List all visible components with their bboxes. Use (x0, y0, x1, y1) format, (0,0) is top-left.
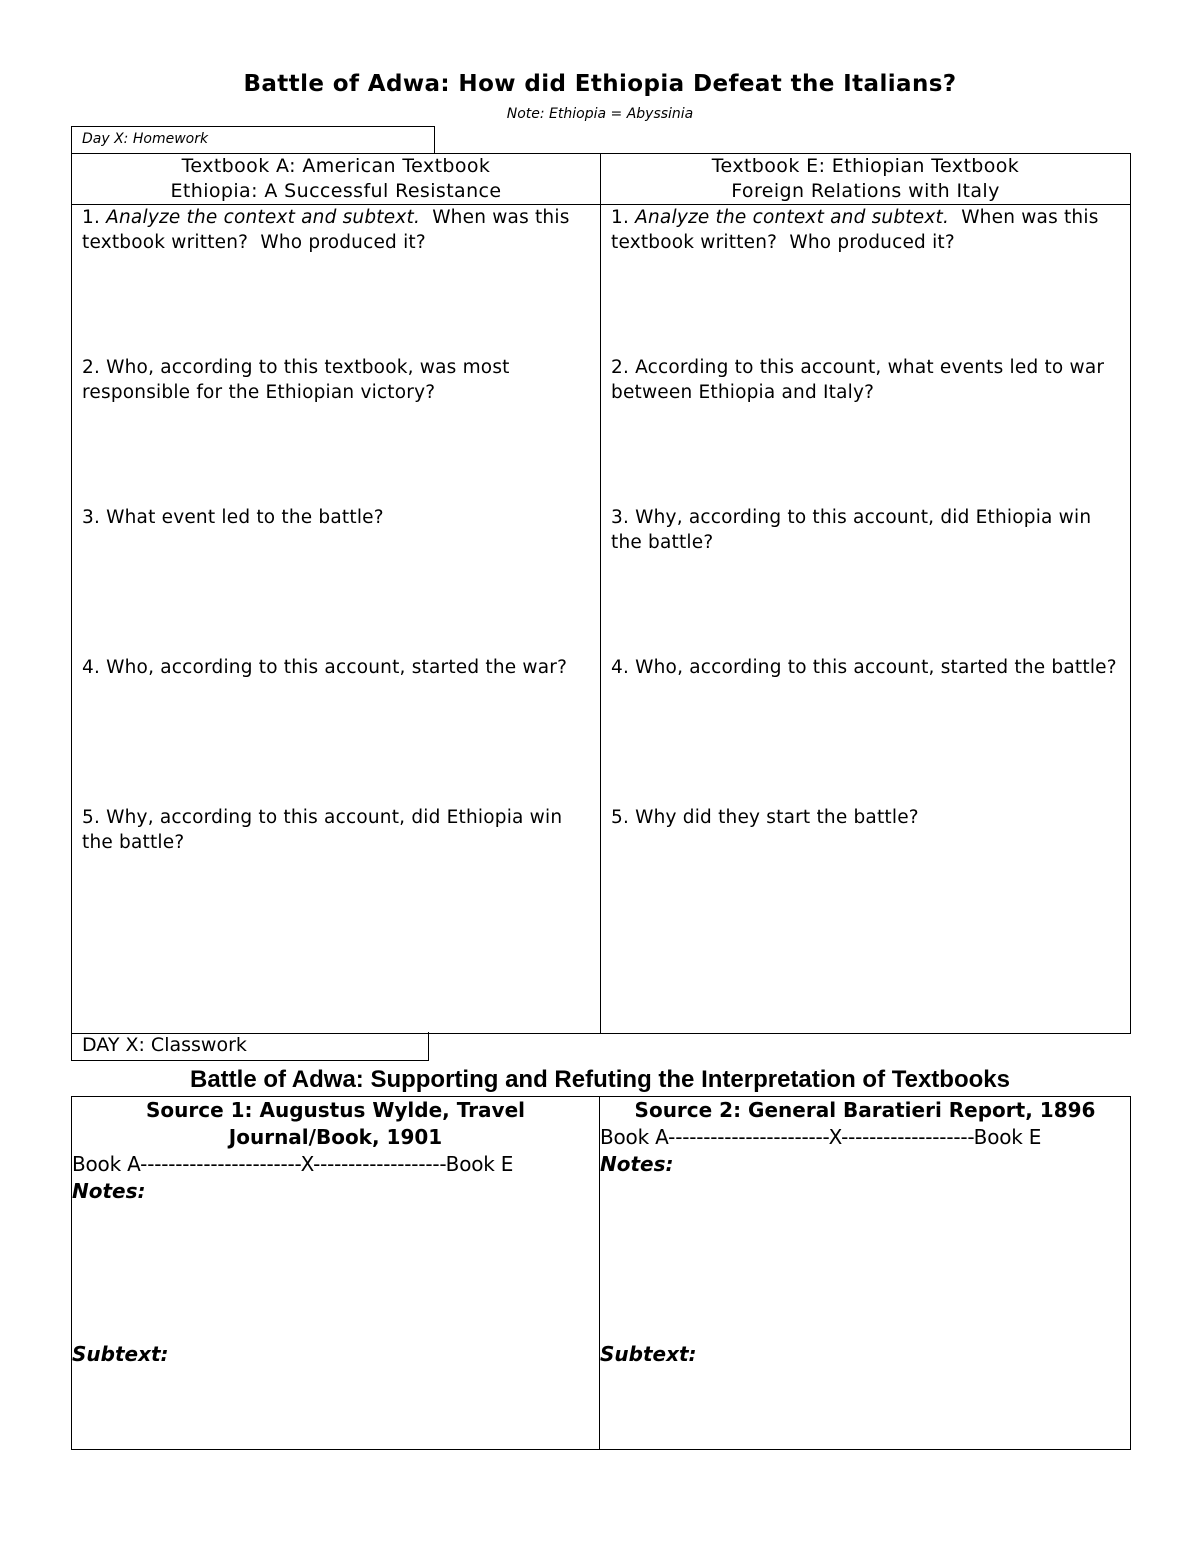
source-2-cell[interactable] (600, 1097, 1131, 1450)
textbook-a-chapter: Ethiopia: A Successful Resistance (170, 180, 502, 202)
classwork-title: Battle of Adwa: Supporting and Refuting the Interpretation of Textbooks (190, 1066, 1010, 1093)
sources-row (72, 1097, 1131, 1450)
homework-table (71, 153, 1131, 1034)
sources-table (71, 1096, 1131, 1450)
question-2: 2. According to this account, what events led to war between Ethiopia and Italy? (611, 357, 1105, 403)
source-2-scale: Book A-----------------------X-------------------Book E (600, 1125, 1042, 1149)
question-1: 1. Analyze the context and subtext. When was this textbook written? Who produced it? (611, 207, 1105, 253)
source-1-subtext-label: Subtext: (72, 1342, 169, 1366)
textbook-e-questions[interactable] (601, 205, 1131, 1034)
textbook-a-heading (72, 154, 601, 205)
question-3: 3. Why, according to this account, did Ethiopia win the battle? (611, 507, 1092, 553)
textbook-e-title: Textbook E: Ethiopian Textbook (711, 155, 1020, 177)
question-4: 4. Who, according to this account, started the battle? (611, 657, 1117, 678)
classwork-label: DAY X: Classwork (71, 1032, 429, 1061)
textbook-e-heading (601, 154, 1131, 205)
question-3: 3. What event led to the battle? (82, 507, 384, 528)
homework-label: Day X: Homework (71, 126, 435, 154)
question-5: 5. Why did they start the battle? (611, 807, 919, 828)
question-1: 1. Analyze the context and subtext. When was this textbook written? Who produced it? (82, 207, 576, 253)
textbook-a-title: Textbook A: American Textbook (181, 155, 491, 177)
homework-header-row (72, 154, 1131, 205)
page-title: Battle of Adwa: How did Ethiopia Defeat the Italians? (243, 71, 957, 97)
source-1-notes-label: Notes: (72, 1179, 146, 1203)
source-2-title: Source 2: General Baratieri Report, 1896 (634, 1098, 1096, 1122)
textbook-e-chapter: Foreign Relations with Italy (731, 180, 1000, 202)
page-note: Note: Ethiopia = Abyssinia (506, 106, 694, 122)
textbook-a-questions[interactable] (72, 205, 601, 1034)
question-4: 4. Who, according to this account, started the war? (82, 657, 568, 678)
question-5: 5. Why, according to this account, did Ethiopia win the battle? (82, 807, 563, 853)
source-1-scale: Book A-----------------------X-------------------Book E (72, 1152, 514, 1176)
source-1-title: Source 1: Augustus Wylde, Travel Journal/Book, 1901 (145, 1098, 525, 1149)
homework-questions-row (72, 205, 1131, 1034)
question-2: 2. Who, according to this textbook, was most responsible for the Ethiopian victory? (82, 357, 510, 403)
source-1-cell[interactable] (72, 1097, 600, 1450)
source-2-notes-label: Notes: (600, 1152, 674, 1176)
source-2-subtext-label: Subtext: (600, 1342, 697, 1366)
